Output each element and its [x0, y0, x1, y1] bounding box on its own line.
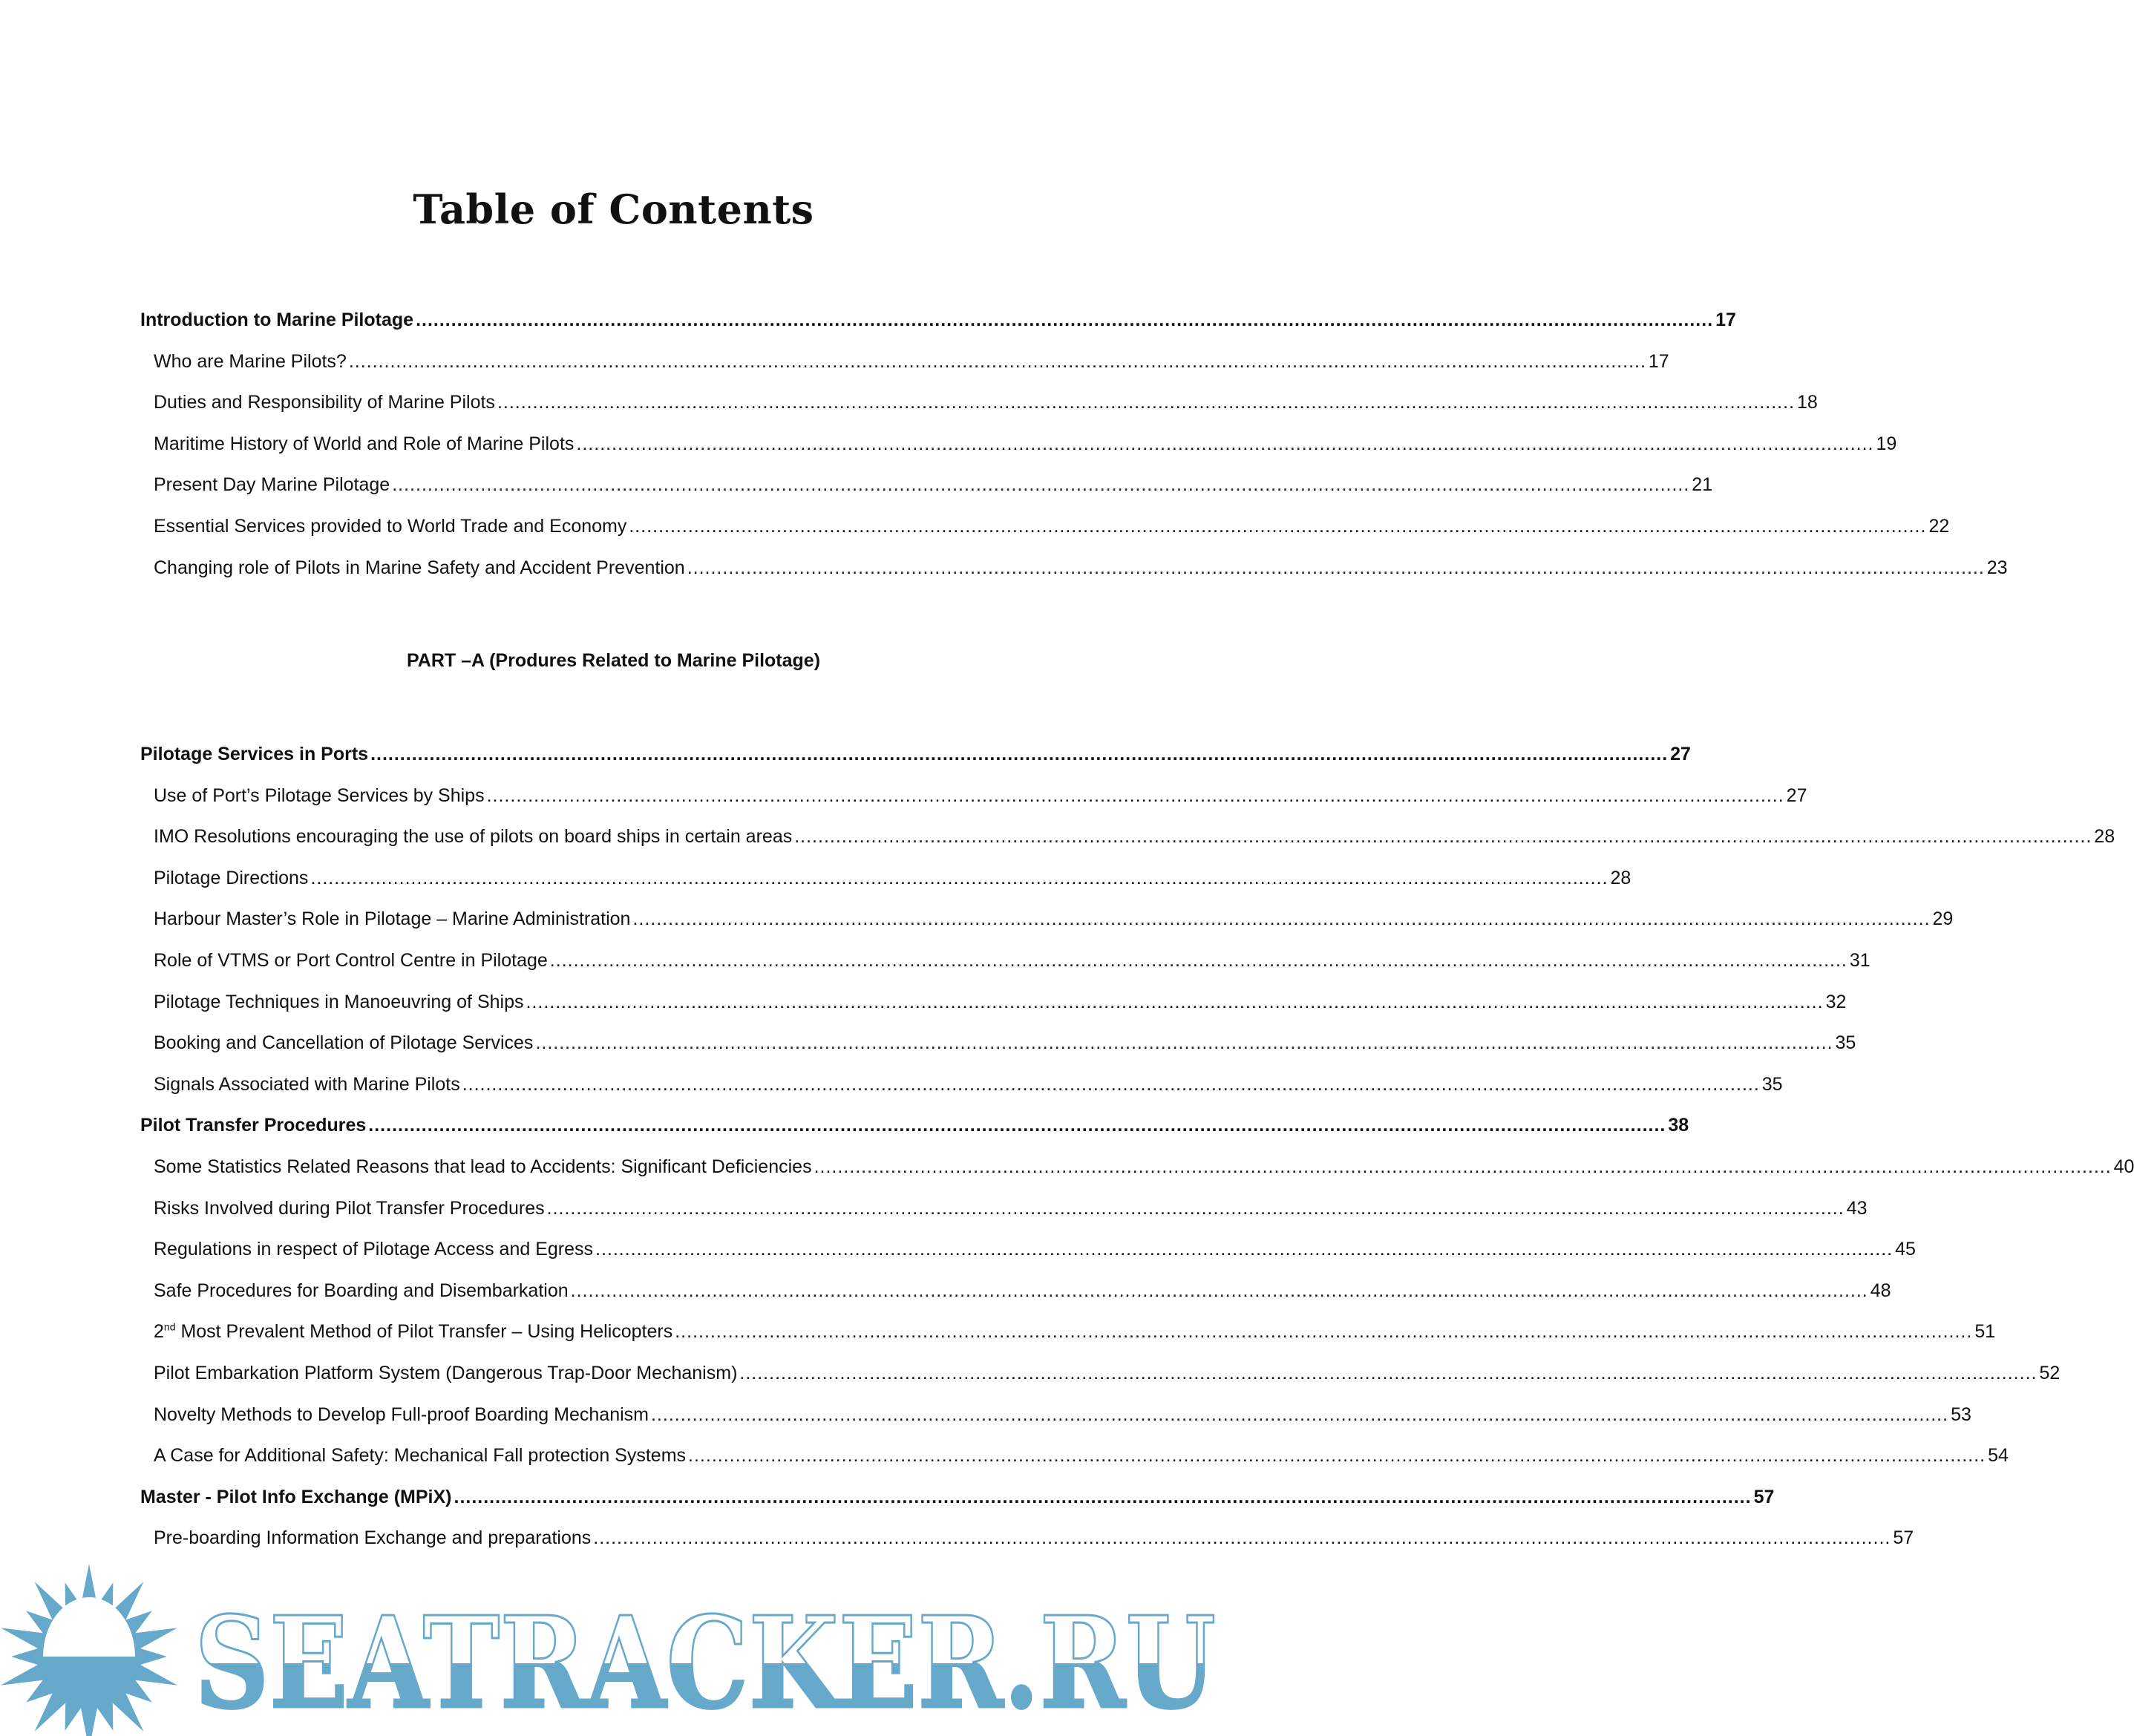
page-number: 40 [2113, 1156, 2134, 1177]
page-number: 38 [1668, 1115, 1689, 1136]
entry-title: IMO Resolutions encouraging the use of pilots on board ships in certain areas [154, 826, 793, 848]
toc-section-entry[interactable] [154, 1358, 2061, 1388]
toc-section-entry[interactable] [154, 1152, 2134, 1182]
toc-chapter-entry[interactable] [140, 305, 1736, 335]
leader-dots [550, 946, 1847, 975]
page-number: 28 [2094, 826, 2115, 848]
entry-title: A Case for Additional Safety: Mechanical Fall protection Systems [154, 1445, 687, 1467]
entry-title: Pre-boarding Information Exchange and preparations [154, 1527, 592, 1549]
toc-section-entry[interactable] [154, 822, 2115, 851]
leader-dots [349, 347, 1646, 376]
entry-title: Who are Marine Pilots? [154, 350, 347, 372]
entry-title: Essential Services provided to World Trade and Economy [154, 516, 627, 537]
page-number: 45 [1895, 1239, 1916, 1260]
page-number: 17 [1648, 350, 1669, 372]
entry-prefix: 2 [154, 1321, 164, 1343]
entry-title: Use of Port’s Pilotage Services by Ships [154, 785, 485, 806]
page-number: 51 [1974, 1321, 1996, 1343]
page-number: 27 [1670, 744, 1691, 764]
page-number: 23 [1986, 557, 2008, 578]
toc-section-entry[interactable] [154, 1234, 1916, 1264]
toc-section-entry[interactable] [154, 1523, 1914, 1553]
toc-chapter-entry[interactable] [140, 1110, 1689, 1140]
leader-dots [739, 1358, 2037, 1388]
entry-title: Pilot Embarkation Platform System (Dangerous Trap-Door Mechanism) [154, 1363, 738, 1383]
toc-section-entry[interactable] [154, 863, 1631, 893]
entry-title: Regulations in respect of Pilotage Access and Egress [154, 1239, 594, 1260]
toc-section-entry[interactable] [154, 987, 1847, 1017]
leader-dots [571, 1276, 1868, 1306]
page-number: 17 [1715, 309, 1736, 330]
leader-dots [629, 511, 1926, 541]
entry-title: Novelty Methods to Develop Full-proof Boarding Mechanism [154, 1403, 649, 1425]
entry-title: Risks Involved during Pilot Transfer Procedures [154, 1197, 545, 1219]
entry-title: Signals Associated with Marine Pilots [154, 1073, 460, 1095]
leader-dots [593, 1523, 1891, 1553]
entry-title: Duties and Responsibility of Marine Pilots [154, 392, 495, 413]
entry-title: Role of VTMS or Port Control Centre in Pilotage [154, 950, 548, 971]
entry-title: Safe Procedures for Boarding and Disembarkation [154, 1280, 569, 1301]
toc-section-entry[interactable] [154, 1441, 2009, 1470]
leader-dots [526, 987, 1823, 1017]
page-number: 54 [1988, 1445, 2009, 1467]
toc-section-entry[interactable] [154, 470, 1713, 499]
page-number: 21 [1692, 474, 1713, 496]
seatracker-watermark-logo [0, 1559, 1227, 1736]
entry-title: Introduction to Marine Pilotage [140, 309, 414, 330]
page-number: 57 [1753, 1486, 1775, 1507]
page-number: 18 [1797, 392, 1818, 413]
leader-dots [535, 1028, 1833, 1058]
toc-section-entry[interactable] [154, 387, 1818, 417]
entry-title: Changing role of Pilots in Marine Safety and Accident Prevention [154, 557, 685, 578]
page-number: 29 [1932, 908, 1954, 930]
entry-title: Maritime History of World and Role of Marine Pilots [154, 433, 575, 454]
toc-section-entry[interactable] [154, 553, 2008, 583]
leader-dots [794, 822, 2092, 851]
leader-dots [454, 1482, 1752, 1512]
page-number: 43 [1846, 1197, 1868, 1219]
page-number: 31 [1849, 950, 1870, 971]
page-number: 35 [1761, 1073, 1783, 1095]
toc-section-entry[interactable] [154, 1070, 1783, 1099]
leader-dots [392, 470, 1689, 499]
entry-title: Present Day Marine Pilotage [154, 474, 390, 496]
page-title: Table of Contents [413, 186, 814, 233]
entry-title: Pilot Transfer Procedures [140, 1115, 367, 1136]
toc-section-entry[interactable] [154, 1276, 1891, 1306]
leader-dots [497, 387, 1795, 417]
leader-dots [651, 1400, 1948, 1429]
toc-section-entry[interactable] [154, 904, 1954, 934]
toc-section-entry[interactable] [154, 781, 1807, 810]
page-number: 48 [1870, 1280, 1891, 1301]
entry-title: Pilotage Services in Ports [140, 744, 369, 764]
leader-dots [547, 1193, 1845, 1223]
page-number: 52 [2039, 1363, 2061, 1383]
leader-dots [687, 553, 1985, 583]
toc-section-entry[interactable] [154, 1028, 1856, 1058]
toc-section-entry[interactable] [154, 1400, 1971, 1429]
page-number: 53 [1951, 1403, 1971, 1425]
page-number: 22 [1928, 516, 1950, 537]
entry-title [154, 1317, 672, 1346]
leader-dots [310, 863, 1608, 893]
entry-title: Some Statistics Related Reasons that lead to Accidents: Significant Deficiencies [154, 1156, 812, 1177]
entry-title: Pilotage Techniques in Manoeuvring of Ships [154, 991, 524, 1012]
leader-dots [487, 781, 1784, 810]
watermark-text: SEATRACKER.RU [194, 1589, 1216, 1736]
toc-section-entry[interactable] [154, 946, 1870, 975]
page-number: 35 [1835, 1032, 1856, 1054]
page-number: 19 [1876, 433, 1897, 454]
page-number: 28 [1610, 867, 1631, 888]
leader-dots [814, 1152, 2112, 1182]
toc-chapter-entry[interactable] [140, 1482, 1775, 1512]
entry-superscript: nd [163, 1321, 176, 1334]
toc-section-entry[interactable] [154, 1193, 1868, 1223]
part-heading: PART –A (Produres Related to Marine Pilotage) [406, 650, 821, 671]
leader-dots [370, 739, 1668, 769]
toc-section-entry[interactable] [154, 1317, 1996, 1346]
toc-section-entry[interactable] [154, 429, 1897, 459]
page-number: 32 [1825, 991, 1847, 1012]
leader-dots [675, 1317, 1972, 1346]
page-number: 27 [1786, 785, 1807, 806]
leader-dots [632, 904, 1930, 934]
leader-dots [595, 1234, 1893, 1264]
leader-dots [688, 1441, 1986, 1470]
leader-dots [576, 429, 1873, 459]
leader-dots [368, 1110, 1666, 1140]
toc-chapter-entry[interactable] [140, 739, 1691, 769]
sun-icon [1, 1564, 177, 1736]
page-number: 57 [1893, 1527, 1914, 1549]
toc-section-entry[interactable] [154, 511, 1950, 541]
entry-title: Harbour Master’s Role in Pilotage – Marine Administration [154, 908, 631, 930]
entry-title: Master - Pilot Info Exchange (MPiX) [140, 1486, 452, 1507]
leader-dots [416, 305, 1713, 335]
entry-title: Pilotage Directions [154, 867, 309, 888]
toc-section-entry[interactable] [154, 347, 1669, 376]
leader-dots [462, 1070, 1760, 1099]
entry-title: Booking and Cancellation of Pilotage Services [154, 1032, 534, 1054]
entry-text: Most Prevalent Method of Pilot Transfer – Using Helicopters [180, 1321, 673, 1343]
